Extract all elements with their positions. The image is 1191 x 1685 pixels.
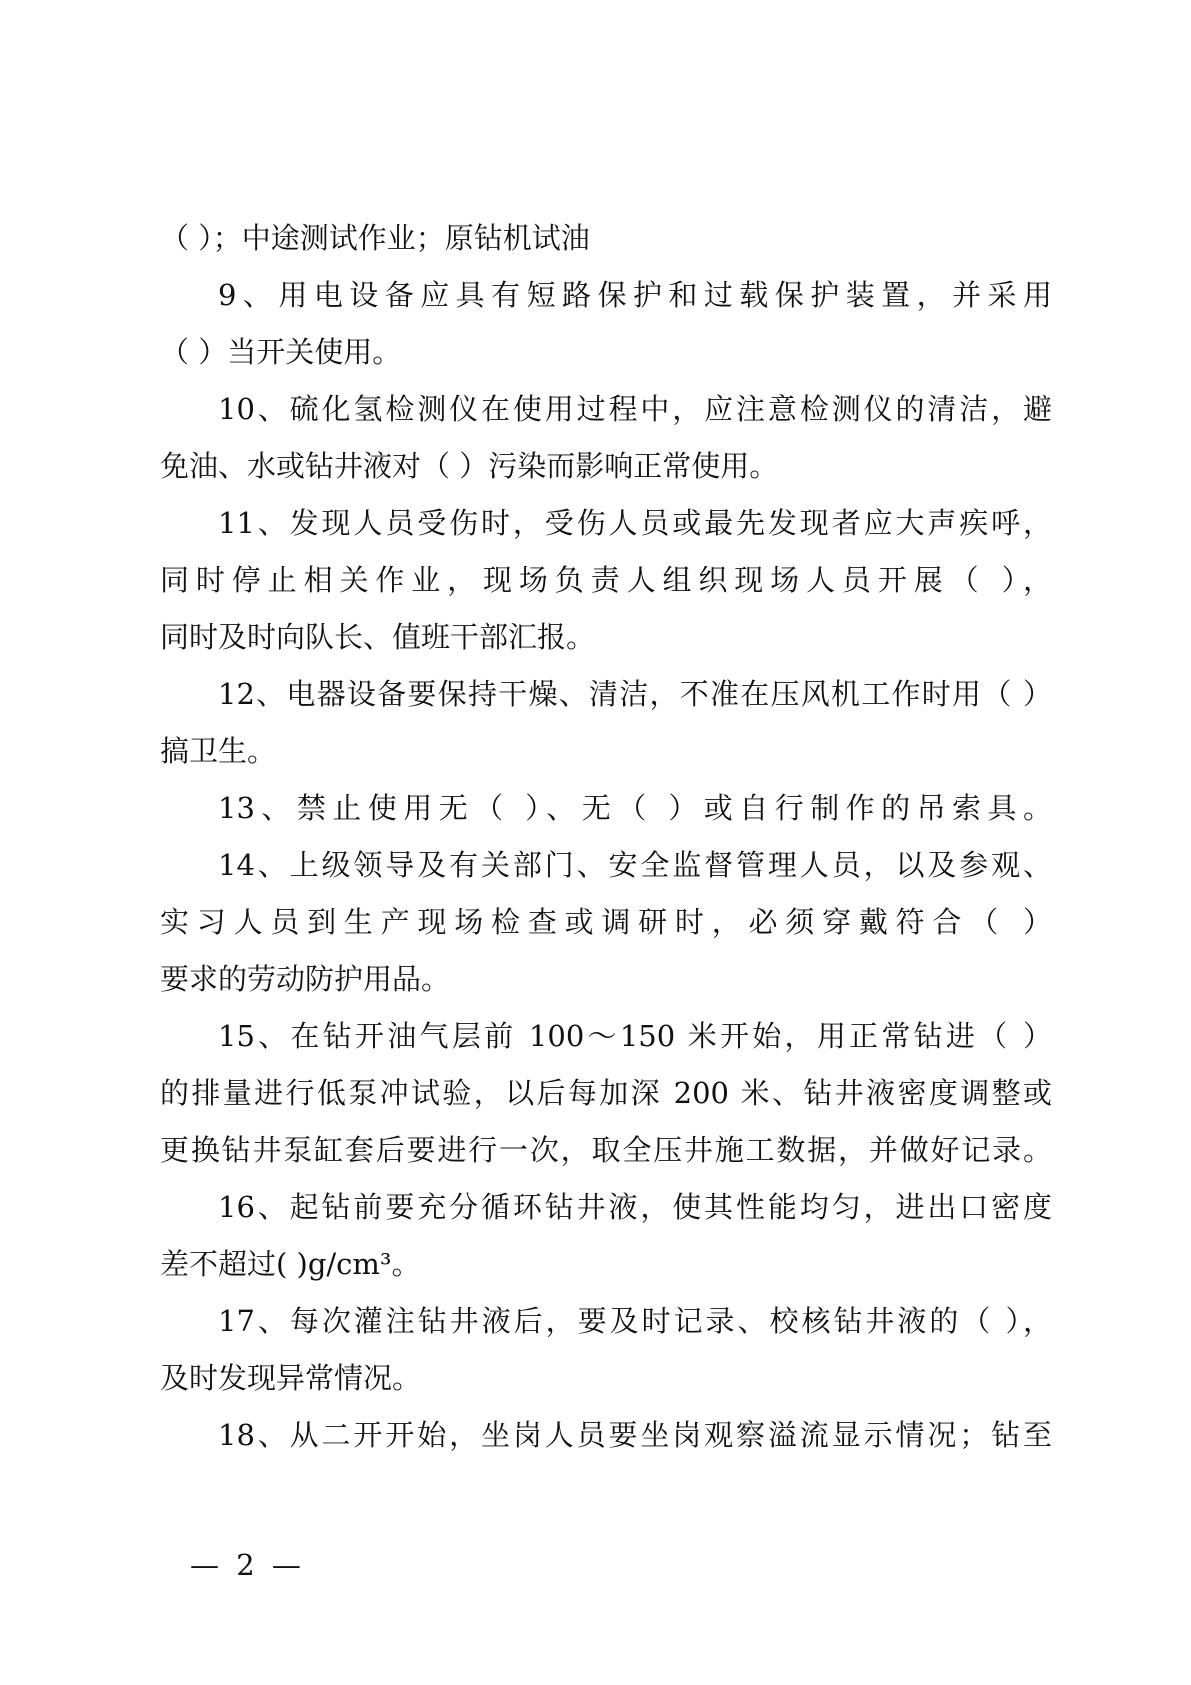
text-line: 9、用电设备应具有短路保护和过载保护装置，并采用 xyxy=(218,278,1052,312)
text-line: 10、硫化氢检测仪在使用过程中，应注意检测仪的清洁，避 xyxy=(218,392,1052,426)
text-line: 要求的劳动防护用品。 xyxy=(160,962,451,996)
text-line: 免油、水或钻井液对（ ）污染而影响正常使用。 xyxy=(160,449,779,483)
text-line: 及时发现异常情况。 xyxy=(160,1361,422,1395)
text-line: 更换钻井泵缸套后要进行一次，取全压井施工数据，并做好记录。 xyxy=(160,1133,1052,1167)
text-line: 差不超过( )g/cm³。 xyxy=(160,1247,421,1281)
text-line: 15、在钻开油气层前 100～150 米开始，用正常钻进（ ） xyxy=(218,1019,1052,1053)
text-line: 12、电器设备要保持干燥、清洁，不准在压风机工作时用（ ） xyxy=(218,677,1052,711)
document-body xyxy=(160,210,1052,1464)
text-line: （ ）；中途测试作业；原钻机试油 xyxy=(160,221,590,255)
text-line: 同时及时向队长、值班干部汇报。 xyxy=(160,620,596,654)
text-line: 16、起钻前要充分循环钻井液，使其性能均匀，进出口密度 xyxy=(218,1190,1052,1224)
text-line: 18、从二开开始，坐岗人员要坐岗观察溢流显示情况；钻至 xyxy=(218,1418,1052,1452)
text-line: 13、禁止使用无（ ）、无（ ）或自行制作的吊索具。 xyxy=(218,791,1052,825)
page-number: — 2 — xyxy=(190,1548,305,1582)
text-line: 实习人员到生产现场检查或调研时，必须穿戴符合（ ） xyxy=(160,905,1052,939)
text-line: 的排量进行低泵冲试验，以后每加深 200 米、钻井液密度调整或 xyxy=(160,1076,1052,1110)
text-line: 14、上级领导及有关部门、安全监督管理人员，以及参观、 xyxy=(218,848,1052,882)
text-line: 11、发现人员受伤时，受伤人员或最先发现者应大声疾呼， xyxy=(218,506,1052,540)
text-line: （ ）当开关使用。 xyxy=(160,335,402,369)
text-line: 搞卫生。 xyxy=(160,734,277,768)
text-line: 同时停止相关作业，现场负责人组织现场人员开展（ ）， xyxy=(160,563,1052,597)
text-line: 17、每次灌注钻井液后，要及时记录、校核钻井液的（ ）， xyxy=(218,1304,1052,1338)
